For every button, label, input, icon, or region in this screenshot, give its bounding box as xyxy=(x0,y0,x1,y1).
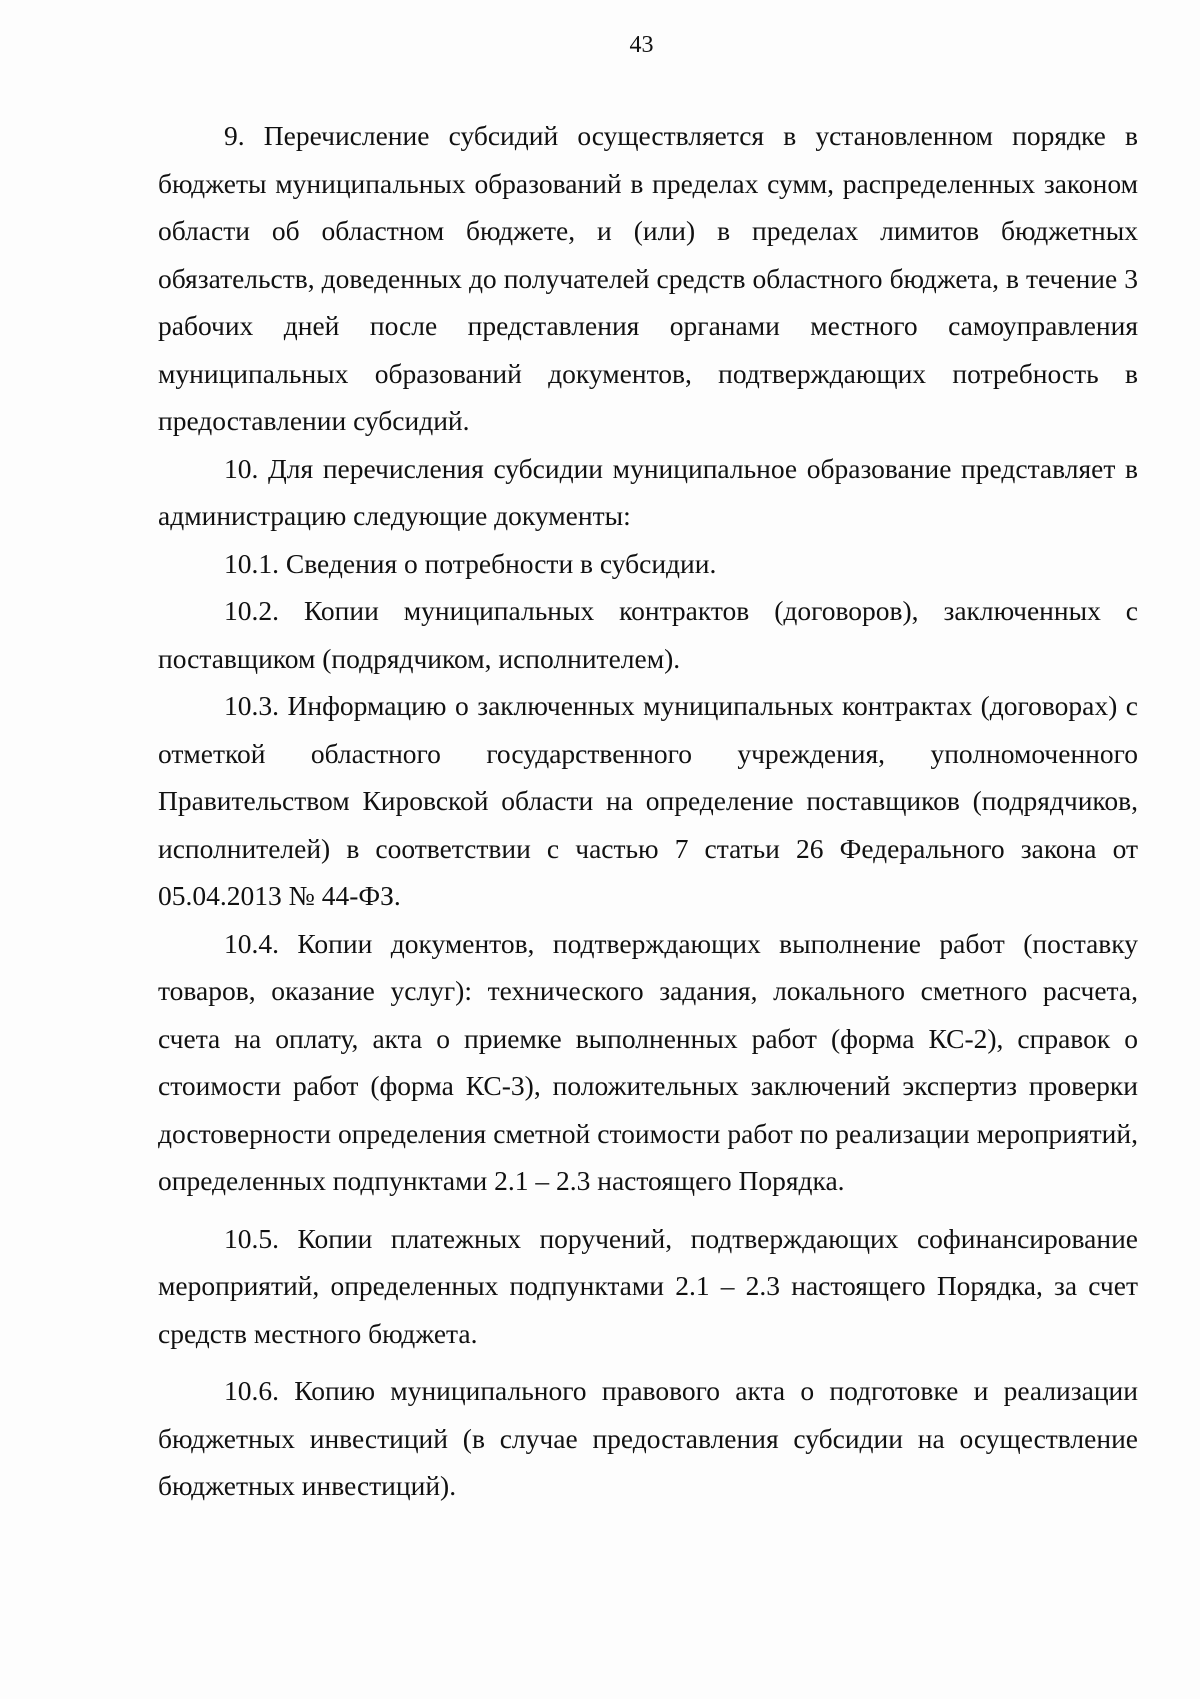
paragraph-10-3: 10.3. Информацию о заключенных муниципальных контрактах (договорах) с отметкой областного государственного учреждения, уполномоченного Правительством Кировской области на определение поставщиков (подрядчиков, исполнителей) в соответствии с частью 7 статьи 26 Федерального закона от 05.04.2013 № 44-ФЗ. xyxy=(158,690,1138,911)
document-body xyxy=(158,112,1138,1510)
paragraph-9: 9. Перечисление субсидий осуществляется в установленном порядке в бюджеты муниципальных образований в пределах сумм, распределенных законом области об областном бюджете, и (или) в пределах лимитов бюджетных обязательств, доведенных до получателей средств областного бюджета, в течение 3 рабочих дней после представления органами местного самоуправления муниципальных образований документов, подтверждающих потребность в предоставлении субсидий. xyxy=(158,120,1138,436)
paragraph-10-2: 10.2. Копии муниципальных контрактов (договоров), заключенных с поставщиком (подрядчиком, исполнителем). xyxy=(158,595,1138,674)
paragraph-10-6: 10.6. Копию муниципального правового акта о подготовке и реализации бюджетных инвестиций (в случае предоставления субсидии на осуществление бюджетных инвестиций). xyxy=(158,1375,1138,1501)
paragraph-10-5: 10.5. Копии платежных поручений, подтверждающих софинансирование мероприятий, определенных подпунктами 2.1 – 2.3 настоящего Порядка, за счет средств местного бюджета. xyxy=(158,1222,1138,1349)
paragraph-10-4: 10.4. Копии документов, подтверждающих выполнение работ (поставку товаров, оказание услуг): технического задания, локального сметного расчета, счета на оплату, акта о приемке выполненных работ (форма КС-2), справок о стоимости работ (форма КС-3), положительных заключений экспертиз проверки достоверности определения сметной стоимости работ по реализации мероприятий, определенных подпунктами 2.1 – 2.3 настоящего Порядка. xyxy=(158,927,1138,1196)
paragraph-10: 10. Для перечисления субсидии муниципальное образование представляет в администрацию следующие документы: xyxy=(158,452,1138,531)
paragraph-10-1: 10.1. Сведения о потребности в субсидии. xyxy=(224,547,717,579)
page-number: 43 xyxy=(629,32,654,58)
